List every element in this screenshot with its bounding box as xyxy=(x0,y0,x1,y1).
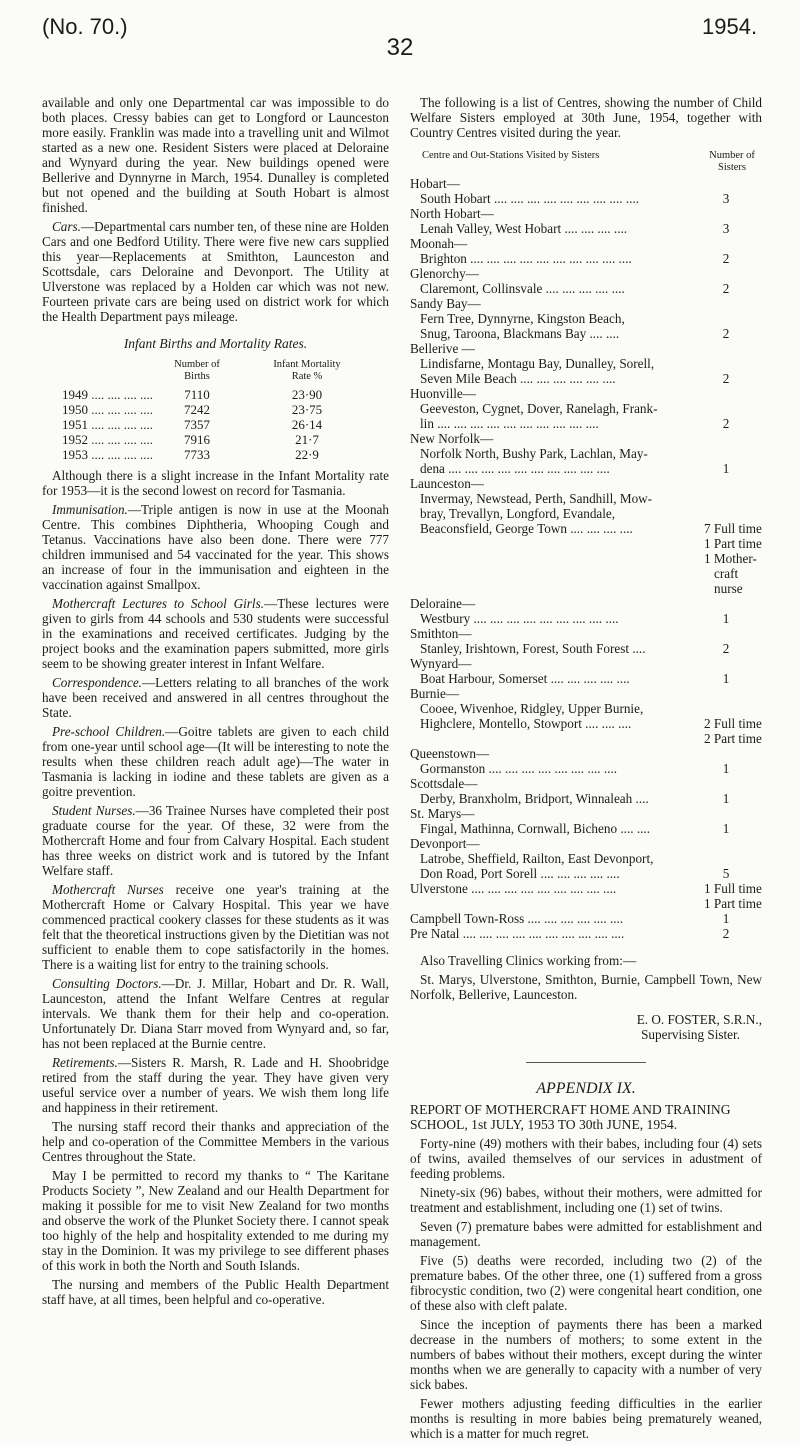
table-row xyxy=(62,402,382,417)
header-line: Births xyxy=(184,371,210,382)
sisters-count xyxy=(690,626,762,641)
centre-stations: Norfolk North, Bushy Park, Lachlan, May- xyxy=(420,446,648,461)
paragraph-travelling: Also Travelling Clinics working from:— xyxy=(420,953,637,968)
rate-cell: 26·14 xyxy=(291,417,323,432)
year-cell: 1953 .... .... .... .... xyxy=(62,447,153,462)
page-header xyxy=(0,14,800,74)
sisters-count: nurse xyxy=(714,581,743,596)
centre-stations: Beaconsfield, George Town .... .... .... .... xyxy=(420,521,633,536)
centre-category: Deloraine— xyxy=(410,596,476,611)
centre-category: Huonville— xyxy=(410,386,476,401)
paragraph: May I be permitted to record my thanks to “ The Karitane Products Society ”, New Zealand and our Health Department for making it possible for me to visit New Zealand for two months and observe the work of the Plunket Society there. I cannot speak too highly of the help and hospitality extended to me during my stay in the Dominion. It was my privilege to see different phases of this work in both the North and South Islands. xyxy=(42,1168,389,1273)
sisters-count xyxy=(690,476,762,491)
centre-stations xyxy=(410,566,690,581)
sisters-count: 1 xyxy=(722,761,730,776)
centre-category-row xyxy=(410,266,762,281)
section-heading: Mothercraft Lectures to School Girls. xyxy=(52,596,265,611)
paragraph: Since the inception of payments there has been a marked decrease in the numbers of mothers; to some extent in the numbers of babes without their mothers, except during the winter months when we are generally to capacity with a number of very sick babes. xyxy=(410,1317,762,1392)
births-table-title: Infant Births and Mortality Rates. xyxy=(123,336,308,351)
rate-cell: 23·90 xyxy=(291,387,323,402)
centre-row xyxy=(410,356,762,371)
rate-cell: 22·9 xyxy=(295,447,319,462)
centre-category-row xyxy=(410,431,762,446)
centre-stations: Snug, Taroona, Blackmans Bay .... .... xyxy=(420,326,620,341)
centre-category-row xyxy=(410,236,762,251)
table-row xyxy=(62,432,382,447)
sisters-count: 2 xyxy=(722,326,730,341)
centre-row xyxy=(410,461,762,476)
left-column xyxy=(42,95,389,1311)
section-text: —Letters relating to all branches of the work have been received and answered in all centres throughout the State. xyxy=(42,675,389,720)
paragraph-intro: The following is a list of Centres, showing the number of Child Welfare Sisters employed at 30th June, 1954, together with Country Centres visited during the year. xyxy=(410,95,762,140)
paragraph: available and only one Departmental car was impossible to do both places. Cressy babies can get to Longford or Launceston more easily. Franklin was made into a travelling unit and Wilmot started as a new one. Resident Sisters were placed at Deloraine and Wynyard during the year. New buildings opened were Bellerive and Dynnyrne in March, 1954. Dunalley is completed but not opened and the building at South Hobart is almost finished. xyxy=(42,95,389,215)
births-cell: 7357 xyxy=(184,417,210,432)
centre-row xyxy=(410,611,762,626)
centre-category: Smithton— xyxy=(410,626,472,641)
sisters-count xyxy=(690,296,762,311)
births-cell: 7110 xyxy=(184,387,210,402)
centre-stations: Highclere, Montello, Stowport .... .... .... xyxy=(420,716,632,731)
centre-category: Devonport— xyxy=(410,836,480,851)
centre-category-row xyxy=(410,626,762,641)
centre-row xyxy=(410,521,762,536)
centre-row xyxy=(410,551,762,566)
centre-row xyxy=(410,791,762,806)
sisters-count: 3 xyxy=(722,221,730,236)
centre-row xyxy=(410,416,762,431)
paragraph-travelling-list: St. Marys, Ulverstone, Smithton, Burnie, Campbell Town, New Norfolk, Bellerive, Launceston. xyxy=(410,972,762,1002)
sisters-count: 2 xyxy=(722,281,730,296)
centre-category: Burnie— xyxy=(410,686,460,701)
centre-row xyxy=(410,251,762,266)
paragraph-immunisation xyxy=(42,502,389,592)
centre-category: Bellerive — xyxy=(410,341,475,356)
centre-category: Ulverstone .... .... .... .... .... .... .... .... .... xyxy=(410,881,617,896)
centre-stations: Seven Mile Beach .... .... .... .... .... .... xyxy=(420,371,616,386)
centre-row xyxy=(410,326,762,341)
births-table xyxy=(62,359,382,462)
report-number: (No. 70.) xyxy=(42,14,128,39)
centre-category-row xyxy=(410,476,762,491)
centre-stations xyxy=(410,896,690,911)
centre-row xyxy=(410,641,762,656)
births-cell: 7733 xyxy=(184,447,210,462)
centre-row xyxy=(410,761,762,776)
table-row xyxy=(62,417,382,432)
centre-category-row xyxy=(410,776,762,791)
sisters-count xyxy=(690,446,762,461)
report-year: 1954. xyxy=(702,14,758,39)
section-heading: Pre-school Children. xyxy=(52,724,166,739)
centre-category: Scottsdale— xyxy=(410,776,478,791)
mortality-header xyxy=(232,359,382,387)
centre-category-row xyxy=(410,911,762,926)
sisters-count xyxy=(690,776,762,791)
section-heading: Immunisation. xyxy=(52,502,128,517)
paragraph-student-nurses xyxy=(42,803,389,878)
centre-row xyxy=(410,536,762,551)
section-text: —Triple antigen is now in use at the Moonah Centre. This combines Diphtheria, Whooping Cough and Tetanus. Vaccinations have also been done. There were 777 children immunised and 54 vaccinated for the year. This shows an increase of four in the immunisation and eighteen in the vaccination against Smallpox. xyxy=(42,502,389,592)
right-column xyxy=(410,95,762,1445)
sisters-count xyxy=(690,701,762,716)
section-heading: Cars. xyxy=(52,219,81,234)
centre-stations xyxy=(410,731,690,746)
sisters-count xyxy=(690,656,762,671)
centre-category-row xyxy=(410,836,762,851)
births-cell: 7916 xyxy=(184,432,210,447)
paragraph-mothercraft-lectures xyxy=(42,596,389,671)
sisters-count xyxy=(690,686,762,701)
centres-table-header xyxy=(410,150,762,174)
paragraph: The nursing staff record their thanks and appreciation of the help and co-operation of the Committee Members in the various Centres throughout the State. xyxy=(42,1119,389,1164)
table-row xyxy=(62,387,382,402)
centre-category: Pre Natal .... .... .... .... .... .... .... .... .... .... xyxy=(410,926,625,941)
centre-category: Sandy Bay— xyxy=(410,296,481,311)
centre-row xyxy=(410,581,762,596)
centre-category-row xyxy=(410,341,762,356)
section-text: —Departmental cars number ten, of these nine are Holden Cars and one Bedford Utility. There were five new cars supplied this year—Replacements at Smithton, Launceston and Scottsdale, cars Deloraine and Devonport. The Utility at Ulverstone was replaced by a Holden car which was not new. Fourteen private cars are being used on district work for which the Health Department pays mileage. xyxy=(42,219,389,324)
births-cell: 7242 xyxy=(184,402,210,417)
sisters-count: 1 xyxy=(722,911,730,926)
section-text: receive one year's training at the Mothercraft Home or Calvary Hospital. This year we have commenced practical cookery classes for these students as it was felt that the theoretical instructions given by the Dietitian was not sufficient to enable them to cope satisfactorily in the homes. There is a waiting list for entry to the training schools. xyxy=(42,882,389,972)
sisters-count xyxy=(690,386,762,401)
rate-cell: 23·75 xyxy=(291,402,323,417)
section-heading: Retirements. xyxy=(52,1055,118,1070)
centre-stations: Invermay, Newstead, Perth, Sandhill, Mow- xyxy=(420,491,653,506)
centre-stations: Cooee, Wivenhoe, Ridgley, Upper Burnie, xyxy=(420,701,644,716)
sisters-count: 2 Part time xyxy=(704,731,762,746)
centre-row xyxy=(410,731,762,746)
paragraph: Although there is a slight increase in the Infant Mortality rate for 1953—it is the second lowest on record for Tasmania. xyxy=(42,468,389,498)
centre-stations: Westbury .... .... .... .... .... .... .... .... .... xyxy=(420,611,619,626)
sisters-count: 1 xyxy=(722,791,730,806)
centre-stations: Derby, Branxholm, Bridport, Winnaleah .... xyxy=(420,791,649,806)
centre-row xyxy=(410,896,762,911)
year-cell: 1952 .... .... .... .... xyxy=(62,432,153,447)
centre-category-row xyxy=(410,881,762,896)
sisters-count: 5 xyxy=(722,866,730,881)
centre-row xyxy=(410,191,762,206)
sisters-count: 2 xyxy=(722,371,730,386)
section-text: —These lectures were given to girls from 44 schools and 530 students were successful in the examinations and received certificates. Judging by the project books and the examination papers submitted, more girls seem to be showing greater interest in Infant Welfare. xyxy=(42,596,389,671)
header-line: Sisters xyxy=(717,162,746,173)
section-heading: Correspondence. xyxy=(52,675,142,690)
sisters-count xyxy=(690,206,762,221)
centre-row xyxy=(410,491,762,506)
centre-column-header: Centre and Out-Stations Visited by Sisters xyxy=(422,150,600,161)
sisters-count xyxy=(690,851,762,866)
section-heading: Student Nurses. xyxy=(52,803,136,818)
signature-name: E. O. FOSTER, S.R.N., xyxy=(636,1012,762,1027)
section-text: —Dr. J. Millar, Hobart and Dr. R. Wall, Launceston, attend the Infant Welfare Centres at regular intervals. We thank them for their help and co-operation. Unfortunately Dr. Diana Starr moved from Wynyard and, so far, has not been replaced at the Burnie centre. xyxy=(42,976,389,1051)
sisters-count: 1 Mother- xyxy=(704,551,757,566)
sisters-count: 2 Full time xyxy=(704,716,762,731)
centre-stations: South Hobart .... .... .... .... .... .... .... .... .... xyxy=(420,191,640,206)
sisters-column-header xyxy=(702,150,762,174)
centre-row xyxy=(410,866,762,881)
centre-category-row xyxy=(410,686,762,701)
centre-row xyxy=(410,701,762,716)
year-cell: 1950 .... .... .... .... xyxy=(62,402,153,417)
centre-category: New Norfolk— xyxy=(410,431,494,446)
centre-row xyxy=(410,671,762,686)
centre-stations xyxy=(410,551,690,566)
sisters-count xyxy=(690,236,762,251)
centre-stations: Boat Harbour, Somerset .... .... .... .... .... xyxy=(420,671,630,686)
centre-row xyxy=(410,281,762,296)
centre-category-row xyxy=(410,296,762,311)
centres-list xyxy=(410,176,762,941)
sisters-count: 2 xyxy=(722,416,730,431)
sisters-count xyxy=(690,176,762,191)
centre-stations: bray, Trevallyn, Longford, Evandale, xyxy=(420,506,616,521)
centre-category-row xyxy=(410,206,762,221)
centre-category: Wynyard— xyxy=(410,656,472,671)
centre-row xyxy=(410,221,762,236)
page-number: 32 xyxy=(386,34,414,61)
sisters-count xyxy=(690,341,762,356)
rate-cell: 21·7 xyxy=(295,432,319,447)
sisters-count xyxy=(690,836,762,851)
sisters-count xyxy=(690,401,762,416)
centre-row xyxy=(410,401,762,416)
centre-category-row xyxy=(410,656,762,671)
paragraph-retirements xyxy=(42,1055,389,1115)
paragraph: Fewer mothers adjusting feeding difficulties in the earlier months is resulting in more babies being prematurely weaned, which is a matter for much regret. xyxy=(410,1396,762,1441)
section-text: —Goitre tablets are given to each child from one-year until school age—(It will be interesting to note the results when these children reach adult age)—The water in Tasmania is lacking in iodine and these tablets are given as a goitre prevention. xyxy=(42,724,389,799)
centre-category-row xyxy=(410,176,762,191)
sisters-count: 1 xyxy=(722,821,730,836)
paragraph-correspondence xyxy=(42,675,389,720)
signature-title: Supervising Sister. xyxy=(641,1027,740,1042)
sisters-count: 7 Full time xyxy=(704,521,762,536)
centre-category-row xyxy=(410,386,762,401)
sisters-count xyxy=(690,266,762,281)
sisters-count xyxy=(690,356,762,371)
section-heading: Mothercraft Nurses xyxy=(52,882,164,897)
appendix-title: APPENDIX IX. xyxy=(536,1080,636,1097)
header-line: Number of xyxy=(709,150,755,161)
centre-row xyxy=(410,851,762,866)
header-line: Number of xyxy=(174,359,220,370)
paragraph-mothercraft-nurses xyxy=(42,882,389,972)
centre-stations: Claremont, Collinsvale .... .... .... .... .... xyxy=(420,281,625,296)
paragraph: Seven (7) premature babes were admitted for establishment and management. xyxy=(410,1219,762,1249)
centre-stations: Fingal, Mathinna, Cornwall, Bicheno .... .... xyxy=(420,821,651,836)
sisters-count: 1 xyxy=(722,611,730,626)
report-title: REPORT OF MOTHERCRAFT HOME AND TRAINING SCHOOL, 1st JULY, 1953 TO 30th JUNE, 1954. xyxy=(410,1102,731,1132)
sisters-count xyxy=(690,491,762,506)
paragraph: Ninety-six (96) babes, without their mothers, were admitted for treatment and establishment, including one (1) set of twins. xyxy=(410,1185,762,1215)
sisters-count: 3 xyxy=(722,191,730,206)
centre-stations: Brighton .... .... .... .... .... .... .... .... .... .... xyxy=(420,251,632,266)
sisters-count: 1 Part time xyxy=(704,896,762,911)
centre-category-row xyxy=(410,806,762,821)
sisters-count xyxy=(690,596,762,611)
centre-stations xyxy=(410,536,690,551)
centre-row xyxy=(410,566,762,581)
sisters-count xyxy=(690,506,762,521)
sisters-count: 1 Part time xyxy=(704,536,762,551)
section-text: —36 Trainee Nurses have completed their post graduate course for the year. Of these, 32 were from the Mothercraft Home and four from Calvary Hospital. Each student has three weeks on district work and is tutored by the Infant Welfare staff. xyxy=(42,803,389,878)
centre-row xyxy=(410,821,762,836)
centre-stations: Stanley, Irishtown, Forest, South Forest .... xyxy=(420,641,646,656)
centre-stations: Latrobe, Sheffield, Railton, East Devonport, xyxy=(420,851,654,866)
births-header xyxy=(162,359,232,387)
year-cell: 1951 .... .... .... .... xyxy=(62,417,153,432)
centre-row xyxy=(410,311,762,326)
centre-category-row xyxy=(410,926,762,941)
centre-category: Launceston— xyxy=(410,476,484,491)
centre-category: Queenstown— xyxy=(410,746,490,761)
table-row xyxy=(62,447,382,462)
centre-stations: Lenah Valley, West Hobart .... .... .... .... xyxy=(420,221,628,236)
sisters-count: 1 xyxy=(722,461,730,476)
paragraph: Forty-nine (49) mothers with their babes, including four (4) sets of twins, availed themselves of our services in adustment of feeding problems. xyxy=(410,1136,762,1181)
centre-category: Campbell Town-Ross .... .... .... .... .... .... xyxy=(410,911,624,926)
centre-row xyxy=(410,716,762,731)
centre-category: Glenorchy— xyxy=(410,266,479,281)
year-cell: 1949 .... .... .... .... xyxy=(62,387,153,402)
section-heading: Consulting Doctors. xyxy=(52,976,162,991)
centre-row xyxy=(410,371,762,386)
centre-category: St. Marys— xyxy=(410,806,475,821)
sisters-count: 2 xyxy=(722,251,730,266)
sisters-count: 1 xyxy=(722,671,730,686)
centre-category-row xyxy=(410,596,762,611)
centre-stations xyxy=(410,581,690,596)
header-line: Infant Mortality xyxy=(273,359,341,370)
centre-category-row xyxy=(410,746,762,761)
centre-stations: Geeveston, Cygnet, Dover, Ranelagh, Frank- xyxy=(420,401,658,416)
paragraph-pre-school xyxy=(42,724,389,799)
sisters-count xyxy=(690,431,762,446)
paragraph: Five (5) deaths were recorded, including two (2) of the premature babes. Of the other three, one (1) suffered from a gross fibrocystic condition, two (2) were congenital heart condition, one of these also with cleft palate. xyxy=(410,1253,762,1313)
centre-stations: Don Road, Port Sorell .... .... .... .... .... xyxy=(420,866,620,881)
sisters-count: craft xyxy=(714,566,739,581)
centre-stations: dena .... .... .... .... .... .... .... .... .... .... xyxy=(420,461,610,476)
centre-stations: Fern Tree, Dynnyrne, Kingston Beach, xyxy=(420,311,625,326)
centre-row xyxy=(410,506,762,521)
header-line: Rate % xyxy=(291,371,323,382)
sisters-count: 1 Full time xyxy=(704,881,762,896)
centre-stations: Lindisfarne, Montagu Bay, Dunalley, Sorell, xyxy=(420,356,655,371)
centre-row xyxy=(410,446,762,461)
sisters-count xyxy=(690,806,762,821)
sisters-count xyxy=(690,746,762,761)
centre-category: Hobart— xyxy=(410,176,460,191)
section-text: —Sisters R. Marsh, R. Lade and H. Shoobridge retired from the staff during the year. They have given very useful service over a number of years. We wish them long life and happiness in their retirement. xyxy=(42,1055,389,1115)
sisters-count: 2 xyxy=(722,641,730,656)
centre-stations: lin .... .... .... .... .... .... .... .... .... .... xyxy=(420,416,599,431)
paragraph: The nursing and members of the Public Health Department staff have, at all times, been helpful and co-operative. xyxy=(42,1277,389,1307)
sisters-count: 2 xyxy=(722,926,730,941)
divider xyxy=(526,1062,646,1063)
paragraph-cars xyxy=(42,219,389,324)
centre-stations: Gormanston .... .... .... .... .... .... .... .... xyxy=(420,761,618,776)
paragraph-consulting-doctors xyxy=(42,976,389,1051)
centre-category: North Hobart— xyxy=(410,206,494,221)
centre-category: Moonah— xyxy=(410,236,468,251)
sisters-count xyxy=(690,311,762,326)
